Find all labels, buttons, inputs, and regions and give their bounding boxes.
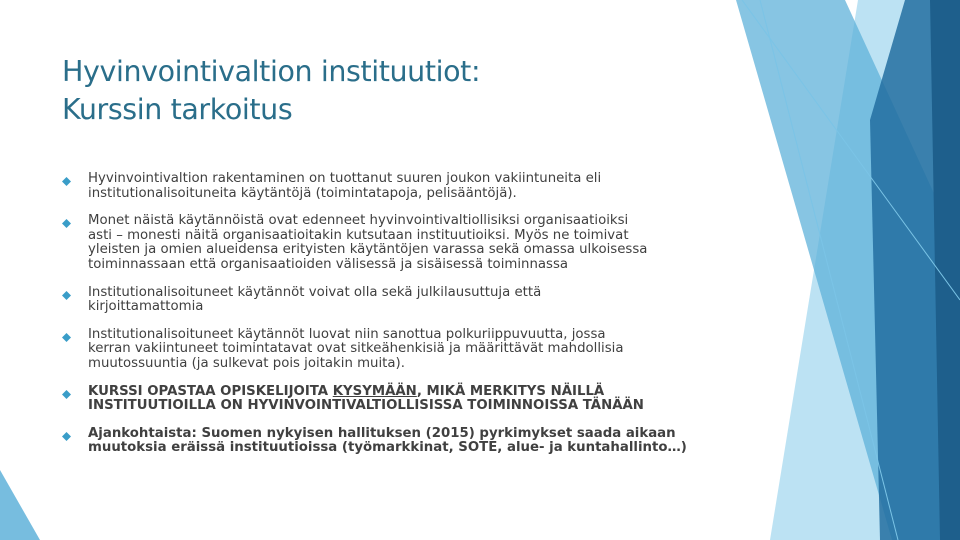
bullet-line: Monet näistä käytännöistä ovat edenneet hyvinvointivaltiollisiksi organisaatioiksi (88, 213, 629, 229)
bullet-list (62, 172, 742, 456)
bullet-item-5 (62, 385, 742, 414)
bullet-line: institutionalisoituneita käytäntöjä (toimintatapoja, pelisääntöjä). (88, 185, 517, 201)
bullet-item-2 (62, 214, 742, 272)
bullet-item-3 (62, 286, 742, 315)
slide-title (62, 53, 702, 129)
bullet-text-part: KURSSI OPASTAA OPISKELIJOITA (88, 383, 333, 399)
bullet-line: yleisten ja omien alueidensa erityisten käytäntöjen varassa sekä omassa ulkoisessa (88, 242, 648, 258)
bullet-line: Ajankohtaista: Suomen nykyisen hallituksen (2015) pyrkimykset saada aikaan (88, 425, 676, 441)
bullet-line: muutossuuntia (ja sulkevat pois joitakin muita). (88, 355, 405, 371)
bullet-line: asti – monesti näitä organisaatioitakin kutsutaan instituutioiksi. Myös ne toimivat (88, 227, 629, 243)
bullet-line: Hyvinvointivaltion rakentaminen on tuottanut suuren joukon vakiintuneita eli (88, 171, 602, 186)
bullet-text (88, 427, 742, 456)
underlined-word: KYSYMÄÄN (332, 383, 417, 399)
bullet-text (88, 214, 742, 272)
bullet-line: muutoksia eräissä instituutioissa (työmarkkinat, SOTE, alue- ja kuntahallinto…) (88, 440, 687, 456)
bullet-text (88, 286, 742, 315)
bullet-text (88, 328, 742, 372)
bullet-line: kirjoittamattomia (88, 299, 204, 315)
bullet-text (88, 385, 742, 414)
diamond-bullet-icon (62, 390, 71, 399)
slide-title-line-1: Hyvinvointivaltion instituutiot: (62, 55, 481, 88)
slide-title-line-2: Kurssin tarkoitus (62, 93, 293, 126)
bullet-line: Institutionalisoituneet käytännöt voivat olla sekä julkilausuttuja että (88, 284, 542, 300)
bullet-line: toiminnassaan että organisaatioiden välisessä ja sisäisessä toiminnassa (88, 256, 569, 272)
bullet-line: Institutionalisoituneet käytännöt luovat niin sanottua polkuriippuvuutta, jossa (88, 326, 606, 342)
bullet-item-4 (62, 328, 742, 372)
diamond-bullet-icon (62, 219, 71, 228)
bullet-text (88, 172, 742, 201)
diamond-bullet-icon (62, 333, 71, 342)
bullet-item-6 (62, 427, 742, 456)
bullet-text-part: , MIKÄ MERKITYS NÄILLÄ (416, 383, 605, 399)
bullet-item-1 (62, 172, 742, 201)
diamond-bullet-icon (62, 291, 71, 300)
diamond-bullet-icon (62, 432, 71, 441)
bullet-line (88, 385, 742, 400)
bullet-line: INSTITUUTIOILLA ON HYVINVOINTIVALTIOLLISISSA TOIMINNOISSA TÄNÄÄN (88, 398, 644, 414)
deco-shape-corner-bottom (0, 470, 40, 540)
diamond-bullet-icon (62, 177, 71, 186)
bullet-line: kerran vakiintuneet toimintatavat ovat sitkeähenkisiä ja määrittävät mahdollisia (88, 341, 624, 357)
